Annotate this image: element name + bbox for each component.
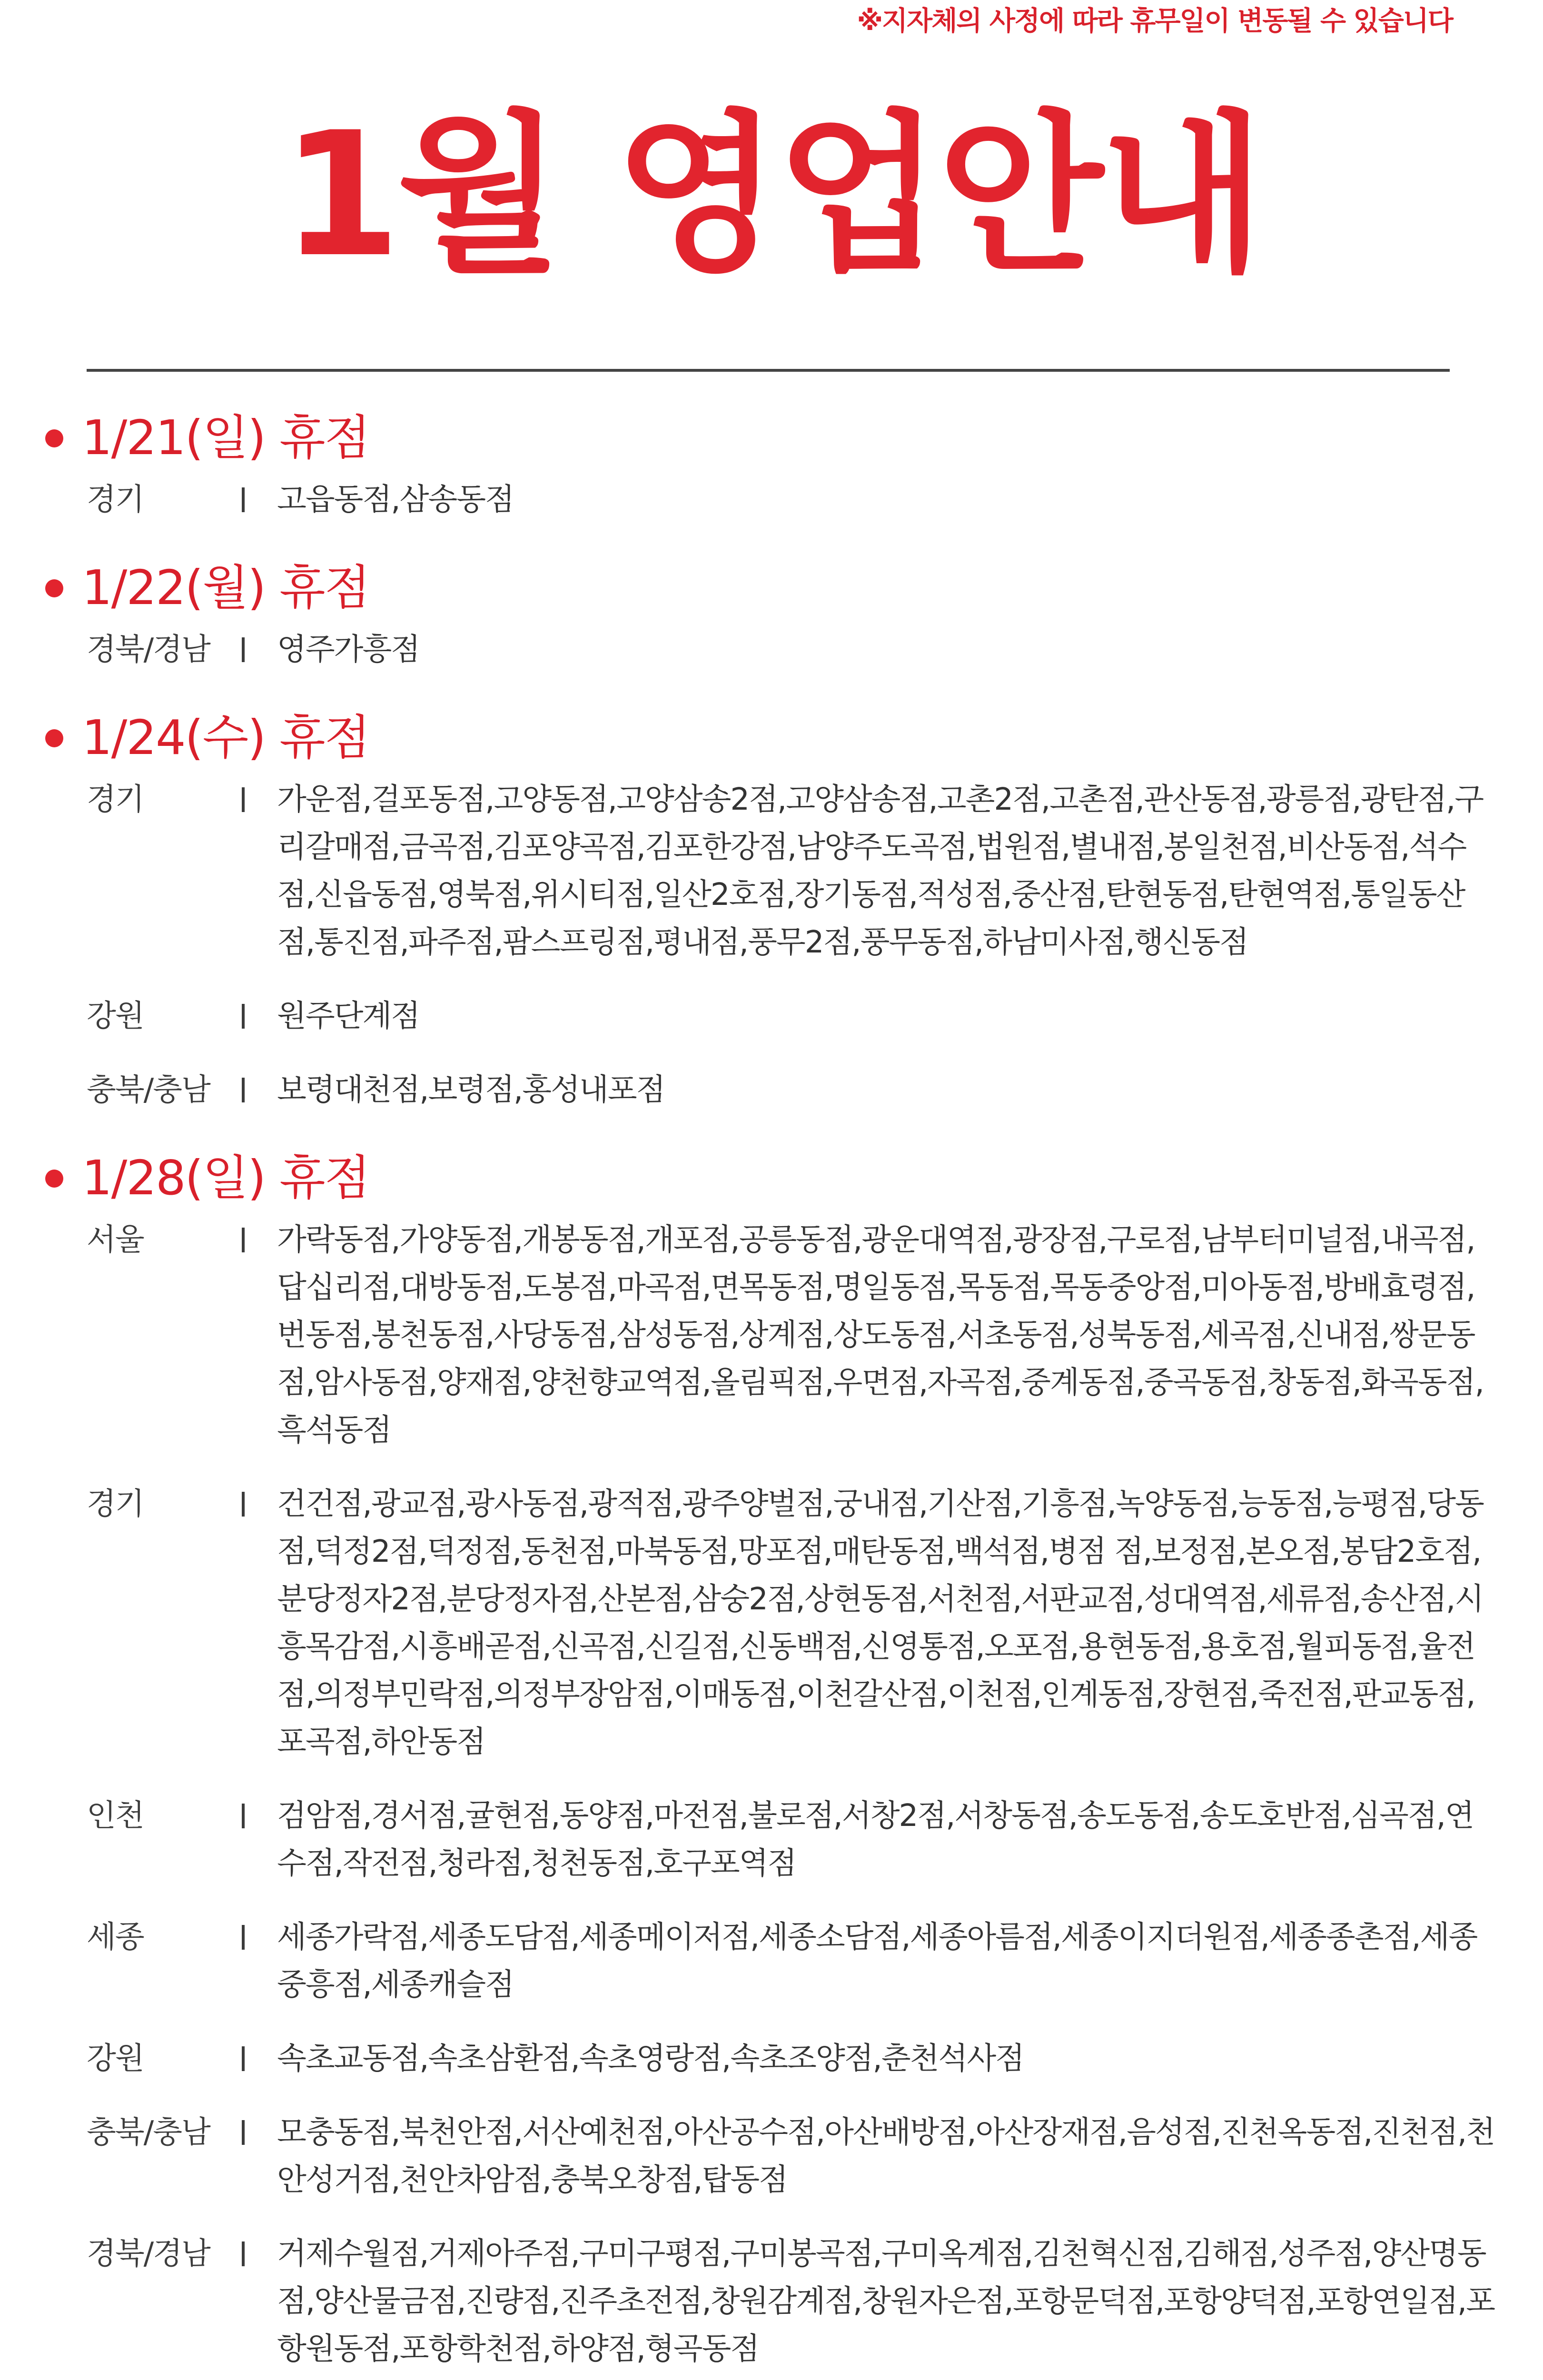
separator-bar bbox=[242, 487, 245, 512]
region-row bbox=[0, 2109, 1543, 2204]
closure-list bbox=[0, 400, 1543, 2380]
bullet-dot-icon bbox=[45, 729, 63, 747]
region-row bbox=[0, 476, 1543, 524]
store-list: 가락동점,가양동점,개봉동점,개포점,공릉동점,광운대역점,광장점,구로점,남부터미널점,내곡점,답십리점,대방동점,도봉점,마곡점,면목동점,명일동점,목동점,목동중앙점,미아동점,방배효령점,번동점,봉천동점,사당동점,삼성동점,상계점,상도동점,서초동점,성북동점,세곡점,신내점,쌍문동점,암사동점,양재점,양천향교역점,올림픽점,우면점,자곡점,중계동점,중곡동점,창동점,화곡동점,흑석동점 bbox=[277, 1222, 1484, 1448]
closure-section bbox=[0, 400, 1543, 524]
closure-section bbox=[0, 1140, 1543, 2380]
region-row bbox=[0, 776, 1543, 966]
region-name: 경기 bbox=[87, 482, 144, 517]
bullet-dot-icon bbox=[45, 429, 63, 447]
separator-bar bbox=[242, 1492, 245, 1517]
separator-bar bbox=[242, 637, 245, 662]
region-name: 경북/경남 bbox=[87, 2236, 210, 2271]
closure-date: 1/24(수) 휴점 bbox=[82, 710, 370, 765]
page-title: 1월 영업안내 bbox=[281, 95, 1262, 295]
region-row bbox=[0, 1914, 1543, 2009]
region-name: 세종 bbox=[87, 1920, 144, 1955]
region-name: 인천 bbox=[87, 1798, 144, 1834]
region-row bbox=[0, 2035, 1543, 2082]
section-heading bbox=[0, 400, 1543, 476]
separator-bar bbox=[242, 1804, 245, 1828]
region-row bbox=[0, 1480, 1543, 1766]
separator-bar bbox=[242, 1004, 245, 1029]
store-list: 모충동점,북천안점,서산예천점,아산공수점,아산배방점,아산장재점,음성점,진천옥동점,진천점,천안성거점,천안차암점,충북오창점,탑동점 bbox=[277, 2115, 1495, 2198]
closure-date: 1/21(일) 휴점 bbox=[82, 410, 370, 466]
region-name: 충북/충남 bbox=[87, 1072, 210, 1108]
region-name: 경기 bbox=[87, 1487, 144, 1522]
bullet-dot-icon bbox=[45, 579, 63, 597]
separator-bar bbox=[242, 2046, 245, 2071]
region-row bbox=[0, 1066, 1543, 1114]
store-list: 검암점,경서점,귤현점,동양점,마전점,불로점,서창2점,서창동점,송도동점,송도호반점,심곡점,연수점,작전점,청라점,청천동점,호구포역점 bbox=[277, 1798, 1474, 1881]
title-divider bbox=[87, 369, 1450, 372]
region-name: 충북/충남 bbox=[87, 2115, 210, 2150]
region-row bbox=[0, 1792, 1543, 1887]
store-list: 가운점,걸포동점,고양동점,고양삼송2점,고양삼송점,고촌2점,고촌점,관산동점,광릉점,광탄점,구리갈매점,금곡점,김포양곡점,김포한강점,남양주도곡점,법원점,별내점,봉일천점,비산동점,석수점,신읍동점,영북점,위시티점,일산2호점,장기동점,적성점,중산점,탄현동점,탄현역점,통일동산점,통진점,파주점,팜스프링점,평내점,풍무2점,풍무동점,하남미사점,행신동점 bbox=[277, 782, 1484, 960]
section-heading bbox=[0, 1140, 1543, 1216]
closure-section bbox=[0, 550, 1543, 674]
store-list: 건건점,광교점,광사동점,광적점,광주양벌점,궁내점,기산점,기흥점,녹양동점,능동점,능평점,당동점,덕정2점,덕정점,동천점,마북동점,망포점,매탄동점,백석점,병점 점,보정점,본오점,봉담2호점,분당정자2점,분당정자점,산본점,삼숭2점,상현동점,서천점,서판교점,성대역점,세류점,송산점,시흥목감점,시흥배곧점,신곡점,신길점,신동백점,신영통점,오포점,용현동점,용호점,월피동점,율전점,의정부민락점,의정부장암점,이매동점,이천갈산점,이천점,인계동점,장현점,죽전점,판교동점,포곡점,하안동점 bbox=[277, 1487, 1484, 1760]
separator-bar bbox=[242, 787, 245, 812]
region-row bbox=[0, 1216, 1543, 1454]
region-row bbox=[0, 626, 1543, 674]
separator-bar bbox=[242, 1228, 245, 1252]
region-row bbox=[0, 2230, 1543, 2373]
store-list: 보령대천점,보령점,홍성내포점 bbox=[277, 1072, 665, 1108]
store-list: 고읍동점,삼송동점 bbox=[277, 482, 514, 517]
separator-bar bbox=[242, 1078, 245, 1102]
holiday-change-notice: ※지자체의 사정에 따라 휴무일이 변동될 수 있습니다 bbox=[857, 6, 1453, 37]
closure-section bbox=[0, 700, 1543, 1114]
region-name: 강원 bbox=[87, 999, 144, 1034]
store-list: 속초교동점,속초삼환점,속초영랑점,속초조양점,춘천석사점 bbox=[277, 2041, 1024, 2076]
store-list: 영주가흥점 bbox=[277, 632, 420, 667]
closure-date: 1/28(일) 휴점 bbox=[82, 1150, 370, 1206]
region-row bbox=[0, 992, 1543, 1040]
store-list: 세종가락점,세종도담점,세종메이저점,세종소담점,세종아름점,세종이지더원점,세종종촌점,세종중흥점,세종캐슬점 bbox=[277, 1920, 1477, 2003]
section-heading bbox=[0, 700, 1543, 776]
separator-bar bbox=[242, 1925, 245, 1950]
region-name: 경북/경남 bbox=[87, 632, 210, 667]
store-list: 원주단계점 bbox=[277, 999, 420, 1034]
section-heading bbox=[0, 550, 1543, 626]
closure-date: 1/22(월) 휴점 bbox=[82, 560, 370, 615]
region-name: 경기 bbox=[87, 782, 144, 817]
bullet-dot-icon bbox=[45, 1170, 63, 1188]
separator-bar bbox=[242, 2120, 245, 2145]
store-list: 거제수월점,거제아주점,구미구평점,구미봉곡점,구미옥계점,김천혁신점,김해점,성주점,양산명동점,양산물금점,진량점,진주초전점,창원감계점,창원자은점,포항문덕점,포항양덕점,포항연일점,포항원동점,포항학천점,하양점,형곡동점 bbox=[277, 2236, 1495, 2367]
region-name: 서울 bbox=[87, 1222, 144, 1258]
separator-bar bbox=[242, 2241, 245, 2266]
region-name: 강원 bbox=[87, 2041, 144, 2076]
